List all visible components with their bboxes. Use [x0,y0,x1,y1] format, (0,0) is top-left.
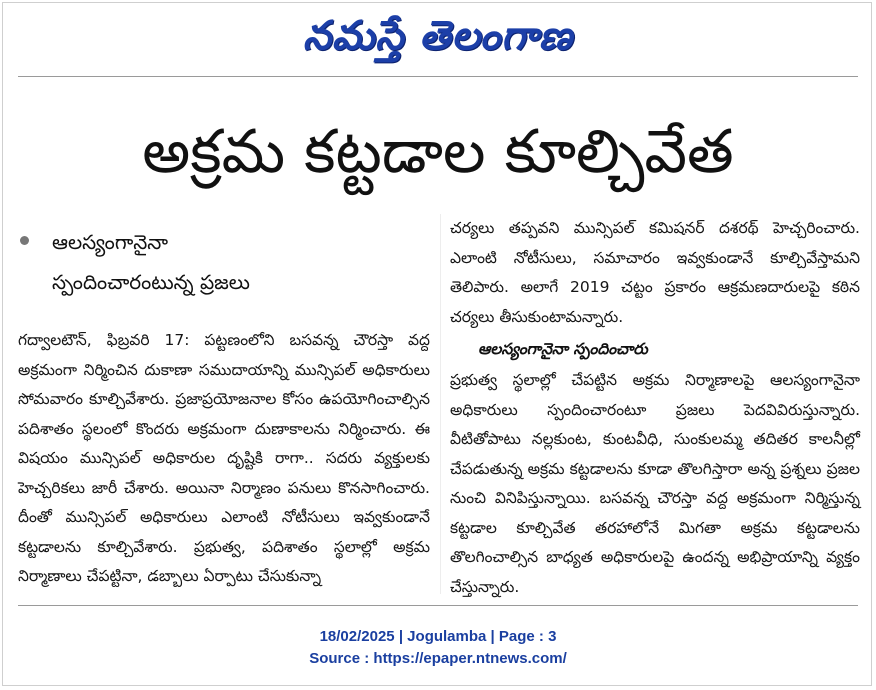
right-column [450,214,860,602]
footer-divider [18,605,858,606]
highlight-bullet [18,222,430,312]
footer-date-edition: 18/02/2025 | Jogulamba | Page : 3 [319,628,557,645]
footer-source: Source : https://epaper.ntnews.com/ [309,650,567,667]
highlight-line-2: స్పందించారంటున్న ప్రజలు [52,270,250,294]
left-paragraph: గద్వాలటౌన్, ఫిబ్రవరి 17: పట్టణంలోని బసవన్న చౌరస్తా వద్ద అక్రమంగా నిర్మించిన దుకాణా సముదాయాన్ని మున్సిపల్ అధికారులు సోమవారం కూల్చివేశారు. ప్రజాప్రయోజనాల కోసం ఉపయోగించాల్సిన పదిశాతం స్థలంలో కొందరు అక్రమంగా దుణాకాలను నిర్మించారు. ఈ విషయం మున్సిపల్ అధికారుల దృష్టికి రాగా.. సదరు వ్యక్తులకు హెచ్చరికలు జారీ చేశారు. అయినా నిర్మాణం పనులు కొనసాగించారు. దీంతో మున్సిపల్ అధికారులు ఎలాంటి నోటీసులు ఇవ్వకుండానే కట్టడాలను కూల్చివేశారు. ప్రభుత్వ, పదిశాతం స్థలాల్లో అక్రమ నిర్మాణాలు చేపట్టినా, డబ్బాలు ఏర్పాటు చేసుకున్నా [18,331,430,585]
left-column [18,222,430,592]
column-divider [440,214,441,594]
right-body-text-2 [450,366,860,602]
right-paragraph-2: ప్రభుత్వ స్థలాల్లో చేపట్టిన అక్రమ నిర్మాణాలపై ఆలస్యంగానైనా అధికారులు స్పందించారంటూ ప్రజలు పెదవివిరుస్తున్నారు. వీటితోపాటు నల్లకుంట, కుంటవీధి, సుంకులమ్మ తదితర కాలనీల్లో చేపడుతున్న అక్రమ కట్టడాలను కూడా తొలగిస్తారా అన్న ప్రశ్నలు ప్రజల నుంచి వినిపిస్తున్నాయి. బసవన్న చౌరస్తా వద్ద అక్రమంగా నిర్మిస్తున్న కట్టడాల కూల్చివేత తరహాలోనే మిగతా అక్రమ కట్టడాలను తొలగించాల్సిన బాధ్యత అధికారులపై ఉందన్న అభిప్రాయాన్ని వ్యక్తం చేస్తున్నారు. [450,371,860,596]
left-body-text [18,326,430,592]
highlight-line-1: ఆలస్యంగానైనా [52,230,169,254]
footer [0,626,876,670]
right-paragraph-1: చర్యలు తప్పవని మున్సిపల్ కమిషనర్ దశరథ్ హెచ్చరించారు. ఎలాంటి నోటీసులు, సమాచారం ఇవ్వకుండానే కూల్చివేస్తామని తెలిపారు. అలాగే 2019 చట్టం ప్రకారం ఆక్రమణదారులపై కఠిన చర్యలు తీసుకుంటామన్నారు. [450,219,860,326]
headline: అక్రమ కట్టడాల కూల్చివేత [142,117,734,187]
right-body-text [450,214,860,332]
masthead [0,6,876,66]
subheading: ఆలస్యంగానైనా స్పందించారు [478,340,648,358]
bullet-dot-icon [20,236,29,245]
masthead-title: నమస్తే తెలంగాణ [302,13,574,59]
masthead-divider [18,76,858,77]
